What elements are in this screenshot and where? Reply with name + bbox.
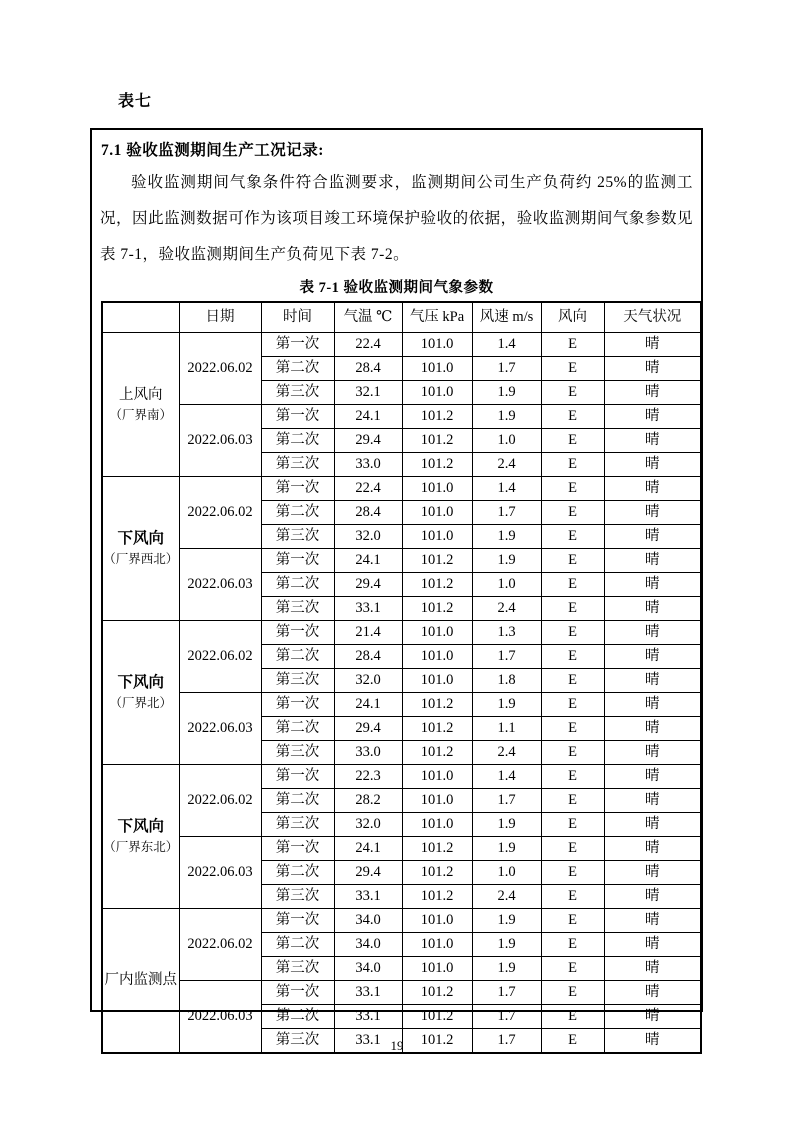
table-caption: 表 7-1 验收监测期间气象参数 [299, 280, 494, 296]
pressure-cell: 101.2 [402, 405, 472, 429]
pressure-cell: 101.0 [402, 621, 472, 645]
wind-dir-cell: E [541, 381, 604, 405]
pressure-cell: 101.2 [402, 597, 472, 621]
wind-speed-cell: 1.9 [472, 525, 541, 549]
date-cell: 2022.06.02 [179, 765, 261, 837]
wind-speed-cell: 1.0 [472, 573, 541, 597]
weather-cell: 晴 [604, 717, 701, 741]
wind-dir-cell: E [541, 741, 604, 765]
weather-cell: 晴 [604, 477, 701, 501]
location-label: 下风向 [117, 818, 164, 836]
wind-speed-cell: 1.9 [472, 933, 541, 957]
temp-cell: 33.1 [334, 885, 402, 909]
weather-cell: 晴 [604, 813, 701, 837]
time-cell: 第二次 [261, 861, 334, 885]
temp-cell: 33.1 [334, 1029, 402, 1054]
time-cell: 第二次 [261, 573, 334, 597]
pressure-cell: 101.0 [402, 381, 472, 405]
pressure-cell: 101.0 [402, 645, 472, 669]
table-row [102, 981, 701, 1005]
temp-cell: 28.4 [334, 501, 402, 525]
date-cell: 2022.06.03 [179, 405, 261, 477]
wind-speed-cell: 1.1 [472, 717, 541, 741]
temp-cell: 32.1 [334, 381, 402, 405]
column-header [102, 302, 179, 333]
location-note: （厂界南） [109, 407, 172, 422]
wind-dir-cell: E [541, 621, 604, 645]
wind-dir-cell: E [541, 933, 604, 957]
temp-cell: 33.0 [334, 453, 402, 477]
pressure-cell: 101.0 [402, 333, 472, 357]
temp-cell: 29.4 [334, 429, 402, 453]
temp-cell: 29.4 [334, 861, 402, 885]
pressure-cell: 101.2 [402, 741, 472, 765]
weather-cell: 晴 [604, 909, 701, 933]
wind-dir-cell: E [541, 405, 604, 429]
location-cell [102, 621, 179, 765]
time-cell: 第三次 [261, 525, 334, 549]
time-cell: 第二次 [261, 789, 334, 813]
pressure-cell: 101.2 [402, 885, 472, 909]
weather-cell: 晴 [604, 885, 701, 909]
wind-speed-cell: 1.9 [472, 837, 541, 861]
temp-cell: 34.0 [334, 909, 402, 933]
wind-dir-cell: E [541, 981, 604, 1005]
wind-speed-cell: 1.7 [472, 1029, 541, 1054]
pressure-cell: 101.2 [402, 861, 472, 885]
table-row [102, 549, 701, 573]
wind-dir-cell: E [541, 477, 604, 501]
temp-cell: 33.1 [334, 981, 402, 1005]
time-cell: 第一次 [261, 549, 334, 573]
time-cell: 第三次 [261, 381, 334, 405]
wind-speed-cell: 1.9 [472, 381, 541, 405]
table-row [102, 333, 701, 357]
wind-dir-cell: E [541, 789, 604, 813]
section-title: 7.1 验收监测期间生产工况记录: [101, 142, 324, 159]
wind-speed-cell: 1.3 [472, 621, 541, 645]
weather-cell: 晴 [604, 837, 701, 861]
location-cell [102, 333, 179, 477]
time-cell: 第三次 [261, 813, 334, 837]
weather-cell: 晴 [604, 549, 701, 573]
temp-cell: 32.0 [334, 813, 402, 837]
pressure-cell: 101.0 [402, 525, 472, 549]
weather-cell: 晴 [604, 453, 701, 477]
wind-speed-cell: 1.7 [472, 501, 541, 525]
temp-cell: 28.2 [334, 789, 402, 813]
temp-cell: 28.4 [334, 357, 402, 381]
weather-cell: 晴 [604, 621, 701, 645]
time-cell: 第二次 [261, 645, 334, 669]
time-cell: 第二次 [261, 357, 334, 381]
time-cell: 第一次 [261, 621, 334, 645]
time-cell: 第一次 [261, 693, 334, 717]
time-cell: 第二次 [261, 717, 334, 741]
pressure-cell: 101.0 [402, 669, 472, 693]
wind-speed-cell: 2.4 [472, 453, 541, 477]
wind-dir-cell: E [541, 693, 604, 717]
weather-cell: 晴 [604, 957, 701, 981]
date-cell: 2022.06.03 [179, 693, 261, 765]
weather-cell: 晴 [604, 333, 701, 357]
wind-dir-cell: E [541, 909, 604, 933]
pressure-cell: 101.2 [402, 453, 472, 477]
time-cell: 第一次 [261, 837, 334, 861]
wind-speed-cell: 2.4 [472, 885, 541, 909]
temp-cell: 34.0 [334, 933, 402, 957]
weather-cell: 晴 [604, 573, 701, 597]
date-cell: 2022.06.03 [179, 837, 261, 909]
time-cell: 第一次 [261, 477, 334, 501]
wind-dir-cell: E [541, 549, 604, 573]
weather-cell: 晴 [604, 933, 701, 957]
weather-cell: 晴 [604, 1029, 701, 1054]
wind-speed-cell: 1.4 [472, 765, 541, 789]
wind-dir-cell: E [541, 525, 604, 549]
column-header: 日期 [179, 302, 261, 333]
section-paragraph: 验收监测期间气象条件符合监测要求，监测期间公司生产负荷约 25%的监测工况，因此监测数据可作为该项目竣工环境保护验收的依据，验收监测期间气象参数见表 7-1，验收监测期间生产负荷见下表 7-2。 [100, 174, 693, 263]
time-cell: 第三次 [261, 741, 334, 765]
temp-cell: 32.0 [334, 669, 402, 693]
time-cell: 第一次 [261, 333, 334, 357]
wind-dir-cell: E [541, 333, 604, 357]
pressure-cell: 101.2 [402, 573, 472, 597]
time-cell: 第二次 [261, 933, 334, 957]
temp-cell: 24.1 [334, 837, 402, 861]
weather-cell: 晴 [604, 381, 701, 405]
column-header: 风速 m/s [472, 302, 541, 333]
column-header: 天气状况 [604, 302, 701, 333]
time-cell: 第一次 [261, 981, 334, 1005]
weather-cell: 晴 [604, 789, 701, 813]
pressure-cell: 101.2 [402, 429, 472, 453]
wind-speed-cell: 1.9 [472, 693, 541, 717]
pressure-cell: 101.0 [402, 501, 472, 525]
page-heading: 表七 [118, 93, 153, 110]
pressure-cell: 101.2 [402, 1005, 472, 1029]
pressure-cell: 101.2 [402, 1029, 472, 1054]
date-cell: 2022.06.02 [179, 621, 261, 693]
temp-cell: 21.4 [334, 621, 402, 645]
weather-cell: 晴 [604, 669, 701, 693]
pressure-cell: 101.0 [402, 813, 472, 837]
time-cell: 第二次 [261, 1005, 334, 1029]
time-cell: 第三次 [261, 669, 334, 693]
wind-speed-cell: 1.7 [472, 1005, 541, 1029]
weather-cell: 晴 [604, 1005, 701, 1029]
wind-dir-cell: E [541, 837, 604, 861]
wind-speed-cell: 1.9 [472, 813, 541, 837]
table-row [102, 909, 701, 933]
location-label: 下风向 [117, 674, 164, 692]
wind-speed-cell: 1.7 [472, 789, 541, 813]
weather-table [101, 301, 702, 1054]
date-cell: 2022.06.02 [179, 333, 261, 405]
wind-dir-cell: E [541, 501, 604, 525]
pressure-cell: 101.0 [402, 357, 472, 381]
temp-cell: 34.0 [334, 957, 402, 981]
time-cell: 第一次 [261, 909, 334, 933]
pressure-cell: 101.0 [402, 957, 472, 981]
wind-speed-cell: 1.0 [472, 429, 541, 453]
location-cell [102, 477, 179, 621]
location-cell [102, 909, 179, 1054]
wind-speed-cell: 1.4 [472, 333, 541, 357]
wind-speed-cell: 2.4 [472, 597, 541, 621]
column-header: 风向 [541, 302, 604, 333]
wind-dir-cell: E [541, 597, 604, 621]
pressure-cell: 101.2 [402, 717, 472, 741]
time-cell: 第三次 [261, 1029, 334, 1054]
wind-dir-cell: E [541, 717, 604, 741]
temp-cell: 32.0 [334, 525, 402, 549]
weather-cell: 晴 [604, 429, 701, 453]
column-header: 气压 kPa [402, 302, 472, 333]
weather-cell: 晴 [604, 861, 701, 885]
weather-cell: 晴 [604, 357, 701, 381]
temp-cell: 22.4 [334, 477, 402, 501]
weather-cell: 晴 [604, 501, 701, 525]
table-row [102, 765, 701, 789]
table-header-row [102, 302, 701, 333]
time-cell: 第三次 [261, 885, 334, 909]
table-row [102, 621, 701, 645]
time-cell: 第一次 [261, 405, 334, 429]
pressure-cell: 101.0 [402, 909, 472, 933]
time-cell: 第二次 [261, 429, 334, 453]
wind-dir-cell: E [541, 1005, 604, 1029]
time-cell: 第二次 [261, 501, 334, 525]
date-cell: 2022.06.03 [179, 549, 261, 621]
pressure-cell: 101.2 [402, 693, 472, 717]
wind-dir-cell: E [541, 1029, 604, 1054]
date-cell: 2022.06.03 [179, 981, 261, 1054]
pressure-cell: 101.0 [402, 765, 472, 789]
location-note: （厂界西北） [103, 552, 179, 567]
wind-speed-cell: 1.9 [472, 549, 541, 573]
wind-speed-cell: 1.9 [472, 405, 541, 429]
section-box [90, 128, 703, 1049]
wind-speed-cell: 1.9 [472, 957, 541, 981]
wind-dir-cell: E [541, 645, 604, 669]
temp-cell: 28.4 [334, 645, 402, 669]
location-label: 上风向 [119, 386, 163, 403]
location-label: 厂内监测点 [104, 972, 177, 989]
location-note: （厂界东北） [103, 840, 179, 855]
weather-cell: 晴 [604, 597, 701, 621]
wind-dir-cell: E [541, 861, 604, 885]
location-note: （厂界北） [109, 696, 172, 711]
weather-cell: 晴 [604, 981, 701, 1005]
wind-speed-cell: 1.9 [472, 909, 541, 933]
date-cell: 2022.06.02 [179, 477, 261, 549]
time-cell: 第三次 [261, 597, 334, 621]
wind-speed-cell: 2.4 [472, 741, 541, 765]
wind-dir-cell: E [541, 669, 604, 693]
temp-cell: 24.1 [334, 693, 402, 717]
temp-cell: 33.1 [334, 1005, 402, 1029]
weather-cell: 晴 [604, 405, 701, 429]
wind-dir-cell: E [541, 573, 604, 597]
weather-cell: 晴 [604, 693, 701, 717]
weather-cell: 晴 [604, 525, 701, 549]
page-number: 19 [390, 1038, 404, 1053]
pressure-cell: 101.0 [402, 477, 472, 501]
column-header: 气温 ℃ [334, 302, 402, 333]
temp-cell: 22.4 [334, 333, 402, 357]
time-cell: 第三次 [261, 957, 334, 981]
temp-cell: 29.4 [334, 717, 402, 741]
pressure-cell: 101.2 [402, 981, 472, 1005]
time-cell: 第一次 [261, 765, 334, 789]
wind-speed-cell: 1.8 [472, 669, 541, 693]
weather-cell: 晴 [604, 645, 701, 669]
temp-cell: 24.1 [334, 405, 402, 429]
wind-speed-cell: 1.7 [472, 645, 541, 669]
date-cell: 2022.06.02 [179, 909, 261, 981]
wind-dir-cell: E [541, 957, 604, 981]
wind-dir-cell: E [541, 765, 604, 789]
weather-cell: 晴 [604, 765, 701, 789]
location-label: 下风向 [117, 530, 164, 548]
weather-cell: 晴 [604, 741, 701, 765]
wind-speed-cell: 1.4 [472, 477, 541, 501]
wind-speed-cell: 1.0 [472, 861, 541, 885]
wind-dir-cell: E [541, 885, 604, 909]
temp-cell: 24.1 [334, 549, 402, 573]
temp-cell: 22.3 [334, 765, 402, 789]
temp-cell: 33.0 [334, 741, 402, 765]
column-header: 时间 [261, 302, 334, 333]
table-row [102, 477, 701, 501]
table-row [102, 405, 701, 429]
pressure-cell: 101.0 [402, 789, 472, 813]
temp-cell: 33.1 [334, 597, 402, 621]
wind-dir-cell: E [541, 429, 604, 453]
wind-dir-cell: E [541, 453, 604, 477]
pressure-cell: 101.0 [402, 933, 472, 957]
wind-speed-cell: 1.7 [472, 357, 541, 381]
table-row [102, 837, 701, 861]
table-row [102, 693, 701, 717]
temp-cell: 29.4 [334, 573, 402, 597]
time-cell: 第三次 [261, 453, 334, 477]
wind-dir-cell: E [541, 357, 604, 381]
wind-dir-cell: E [541, 813, 604, 837]
wind-speed-cell: 1.7 [472, 981, 541, 1005]
pressure-cell: 101.2 [402, 549, 472, 573]
location-cell [102, 765, 179, 909]
pressure-cell: 101.2 [402, 837, 472, 861]
